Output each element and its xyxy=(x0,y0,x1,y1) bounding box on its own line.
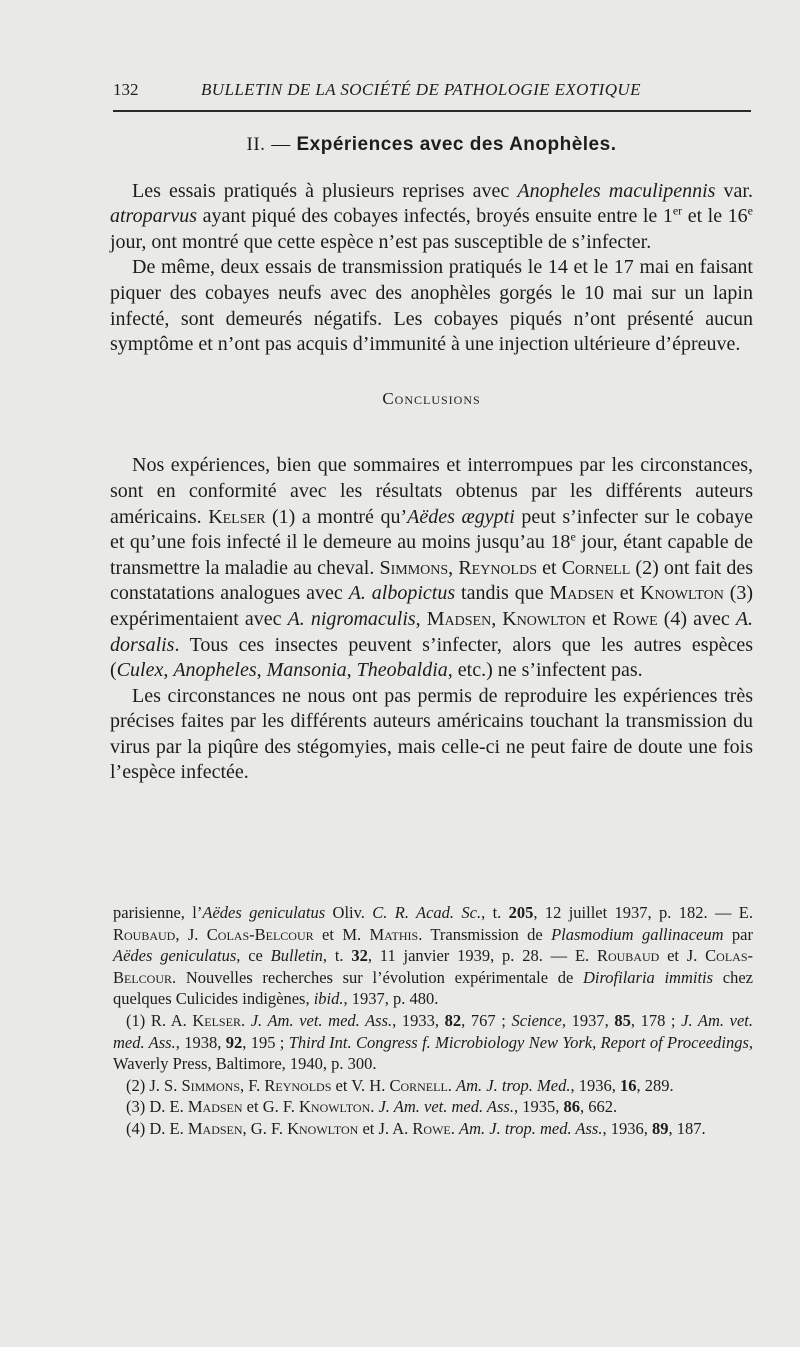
text-run: . Nouvelles recherches sur l’évolution expérimentale de xyxy=(172,967,583,987)
text-run: jour, ont montré que cette espèce n’est pas susceptible de s’infecter. xyxy=(110,230,652,253)
text-run: , 662. xyxy=(579,1097,618,1117)
author-name: Roubaud xyxy=(596,946,660,966)
text-run: et J. xyxy=(659,946,706,966)
text-run: , t. xyxy=(481,903,509,922)
paragraph-conclusions xyxy=(110,453,753,683)
species-name: Mansonia xyxy=(266,659,347,682)
author-name: Reynolds xyxy=(264,1075,332,1095)
volume-number: 92 xyxy=(225,1032,243,1052)
volume-number: 32 xyxy=(351,946,368,966)
text-run: et J. A. xyxy=(358,1118,413,1138)
text-run: , F. xyxy=(240,1075,265,1095)
text-run: . xyxy=(447,1075,457,1095)
journal-title: Bulletin xyxy=(270,946,323,966)
text-run: , 1935, xyxy=(513,1097,564,1117)
italic-run: Aëdes geniculatus xyxy=(202,903,326,922)
journal-title: Science xyxy=(511,1010,562,1030)
text-run: Oliv. xyxy=(325,903,373,922)
text-run: (2) J. S. xyxy=(126,1075,182,1095)
text-run: , 1938, xyxy=(175,1032,226,1052)
page-number: 132 xyxy=(113,80,139,99)
paragraph-transmission: De même, deux essais de transmission pratiqués le 14 et le 17 mai en faisant piquer des cobayes neufs avec des anophèles gorgés le 10 mai sur un lapin infecté, sont demeurés négatifs. Les cobayes piqués n’ont présenté aucun symptôme et n’ont pas acquis d’immunité à une injection ultérieure d’épreuve. xyxy=(110,256,753,356)
text-run: , 1937, p. 480. xyxy=(343,989,439,1009)
author-name: Roubaud xyxy=(113,924,176,944)
journal-title: J. Am. vet. med. Ass. xyxy=(113,1010,753,1052)
text-run: , xyxy=(256,659,267,682)
author-name: Rowe xyxy=(412,1118,451,1138)
species-name: Culex xyxy=(116,659,164,682)
text-run: tandis que xyxy=(455,582,550,605)
species-name: Aëdes ægypti xyxy=(407,505,515,528)
author-name: Cornell xyxy=(561,556,631,579)
species-name: Anopheles xyxy=(173,659,257,682)
text-run: , xyxy=(346,659,357,682)
text-run: , 11 janvier 1939, p. 28. — E. xyxy=(367,946,597,966)
text-run: (3) D. E. xyxy=(126,1097,188,1117)
author-name: Madsen xyxy=(187,1097,243,1117)
text-run: et M. xyxy=(313,924,370,944)
text-run: et G. F. xyxy=(242,1097,299,1117)
running-head: BULLETIN DE LA SOCIÉTÉ DE PATHOLOGIE EXOTIQUE xyxy=(201,80,641,99)
journal-title: J. Am. vet. med. Ass. xyxy=(378,1097,514,1117)
italic-run: Dirofilaria immitis xyxy=(582,967,714,987)
text-run: , xyxy=(415,607,427,630)
volume-number: 205 xyxy=(508,903,534,922)
conclusions-heading: Conclusions xyxy=(382,388,481,408)
text-run: (2) ont fait des constatations analogues avec xyxy=(110,556,754,605)
volume-number: 86 xyxy=(563,1097,580,1117)
text-run: . xyxy=(450,1118,459,1138)
text-run: . xyxy=(370,1097,379,1117)
text-run: et le 16 xyxy=(682,205,748,228)
text-run: Les essais pratiqués à plusieurs reprises avec xyxy=(132,179,518,202)
text-run: , 1936, xyxy=(570,1075,620,1095)
text-run: , 187. xyxy=(668,1118,706,1138)
text-run: (1) a montré qu’ xyxy=(265,505,408,528)
footnote-3 xyxy=(113,1096,753,1118)
text-run: , Waverly Press, Baltimore, 1940, p. 300. xyxy=(113,1032,753,1074)
text-run: Nos expériences, bien que sommaires et interrompues par les circonstances, sont en conformité avec les résultats obtenus par les différents auteurs américains. xyxy=(110,454,753,528)
text-run: , G. F. xyxy=(242,1118,288,1138)
author-name: Rowe xyxy=(612,607,658,630)
text-run: chez quelques Culicides indigènes, xyxy=(113,967,753,1009)
text-run: et xyxy=(536,556,562,579)
journal-title: Third Int. Congress f. Microbiology New York, Report of Proceedings xyxy=(288,1032,749,1052)
text-run: . Transmission de xyxy=(418,924,552,944)
text-run: parisienne, l’ xyxy=(113,903,203,922)
text-run: , 767 ; xyxy=(461,1010,512,1030)
text-run: , xyxy=(491,607,503,630)
text-run: ayant piqué des cobayes infectés, broyés ensuite entre le 1 xyxy=(197,205,673,228)
section-title xyxy=(110,132,753,158)
journal-title: C. R. Acad. Sc. xyxy=(372,903,482,922)
italic-run: ibid. xyxy=(313,989,344,1009)
superscript: e xyxy=(747,203,753,218)
volume-number: 16 xyxy=(619,1075,637,1095)
text-run: et V. H. xyxy=(331,1075,390,1095)
text-run: var. xyxy=(715,179,753,202)
paragraph-anopheles-essais xyxy=(110,179,753,256)
author-name: Cornell xyxy=(389,1075,448,1095)
text-run: , 289. xyxy=(636,1075,674,1095)
text-run: peut s’infecter sur le cobaye et qu’une fois infecté il le demeure au moins jusqu’au 18 xyxy=(110,505,753,554)
author-name: Simmons xyxy=(181,1075,240,1095)
author-name: Mathis xyxy=(369,924,419,944)
text-run: (4) D. E. xyxy=(126,1118,188,1138)
volume-number: 89 xyxy=(651,1118,669,1138)
text-run: , J. xyxy=(175,924,207,944)
text-run: (3) expérimentaient avec xyxy=(110,582,754,630)
text-run: et xyxy=(585,607,613,630)
text-run: , 1936, xyxy=(602,1118,652,1138)
text-run: . Tous ces insectes peuvent s’infecter, alors que les autres espèces ( xyxy=(110,633,753,682)
text-run: (4) avec xyxy=(657,607,736,630)
species-name: A. albopictus xyxy=(348,582,456,605)
journal-title: Am. J. trop. Med. xyxy=(456,1075,571,1095)
author-name: Knowlton xyxy=(640,582,724,605)
footnotes xyxy=(113,902,753,1140)
text-run: , 1933, xyxy=(392,1010,445,1030)
author-name: Colas-Belcour xyxy=(113,946,754,987)
italic-run: Aëdes geniculatus xyxy=(113,946,237,966)
text-run: (1) R. A. xyxy=(126,1010,193,1030)
species-name: A. nigromaculis xyxy=(287,607,416,630)
text-run: jour, étant capable de transmettre la maladie au cheval. xyxy=(110,531,753,579)
italic-run: Plasmodium gallinaceum xyxy=(551,924,724,944)
species-name: atroparvus xyxy=(110,205,198,228)
superscript: e xyxy=(570,529,576,544)
author-name: Knowlton xyxy=(287,1118,359,1138)
page-header xyxy=(113,80,683,106)
header-rule xyxy=(113,110,751,112)
footnote-4 xyxy=(113,1118,753,1140)
text-run: , 1937, xyxy=(561,1010,615,1030)
section-dash: — xyxy=(271,134,291,155)
author-name: Kelser xyxy=(192,1010,241,1030)
text-run: et xyxy=(613,582,641,605)
text-run: , 178 ; xyxy=(630,1010,682,1030)
text-run: par xyxy=(723,924,753,944)
author-name: Colas-Belcour xyxy=(206,924,314,944)
text-run: . xyxy=(240,1010,251,1030)
text-run: , etc.) ne s’infectent pas. xyxy=(447,659,643,682)
author-name: Simmons xyxy=(379,556,449,579)
text-run: , ce xyxy=(236,946,271,966)
footnote-2 xyxy=(113,1075,753,1097)
text-run: , t. xyxy=(322,946,352,966)
species-name: Theobaldia xyxy=(356,659,448,682)
volume-number: 85 xyxy=(614,1010,631,1030)
section-title-text: Expériences avec des Anophèles. xyxy=(296,134,617,155)
journal-title: Am. J. trop. med. Ass. xyxy=(459,1118,603,1138)
text-run: , xyxy=(163,659,174,682)
author-name: Knowlton xyxy=(298,1097,371,1117)
footnote-continuation xyxy=(113,902,753,1010)
footnote-1 xyxy=(113,1010,753,1075)
species-name: Anopheles maculipennis xyxy=(517,179,716,202)
superscript: er xyxy=(672,203,683,218)
section-number: II. xyxy=(246,134,266,155)
main-text xyxy=(110,132,753,786)
author-name: Reynolds xyxy=(458,556,537,579)
text-run: , 12 juillet 1937, p. 182. — E. xyxy=(533,903,754,922)
author-name: Madsen xyxy=(549,582,614,605)
text-run: , 195 ; xyxy=(242,1032,289,1052)
volume-number: 82 xyxy=(444,1010,462,1030)
text-run: , xyxy=(448,556,459,579)
author-name: Knowlton xyxy=(502,607,586,630)
journal-title: J. Am. vet. med. Ass. xyxy=(250,1010,393,1030)
species-name: A. dorsalis xyxy=(110,607,754,656)
author-name: Kelser xyxy=(208,505,266,528)
paragraph-circonstances: Les circonstances ne nous ont pas permis de reproduire les expériences très précises faites par les différents auteurs américains touchant la transmission du virus par la piqûre des stégomyies, mais celle-ci ne peut faire de doute une fois l’espèce infectée. xyxy=(110,684,753,784)
author-name: Madsen xyxy=(426,607,492,630)
author-name: Madsen xyxy=(187,1118,243,1138)
